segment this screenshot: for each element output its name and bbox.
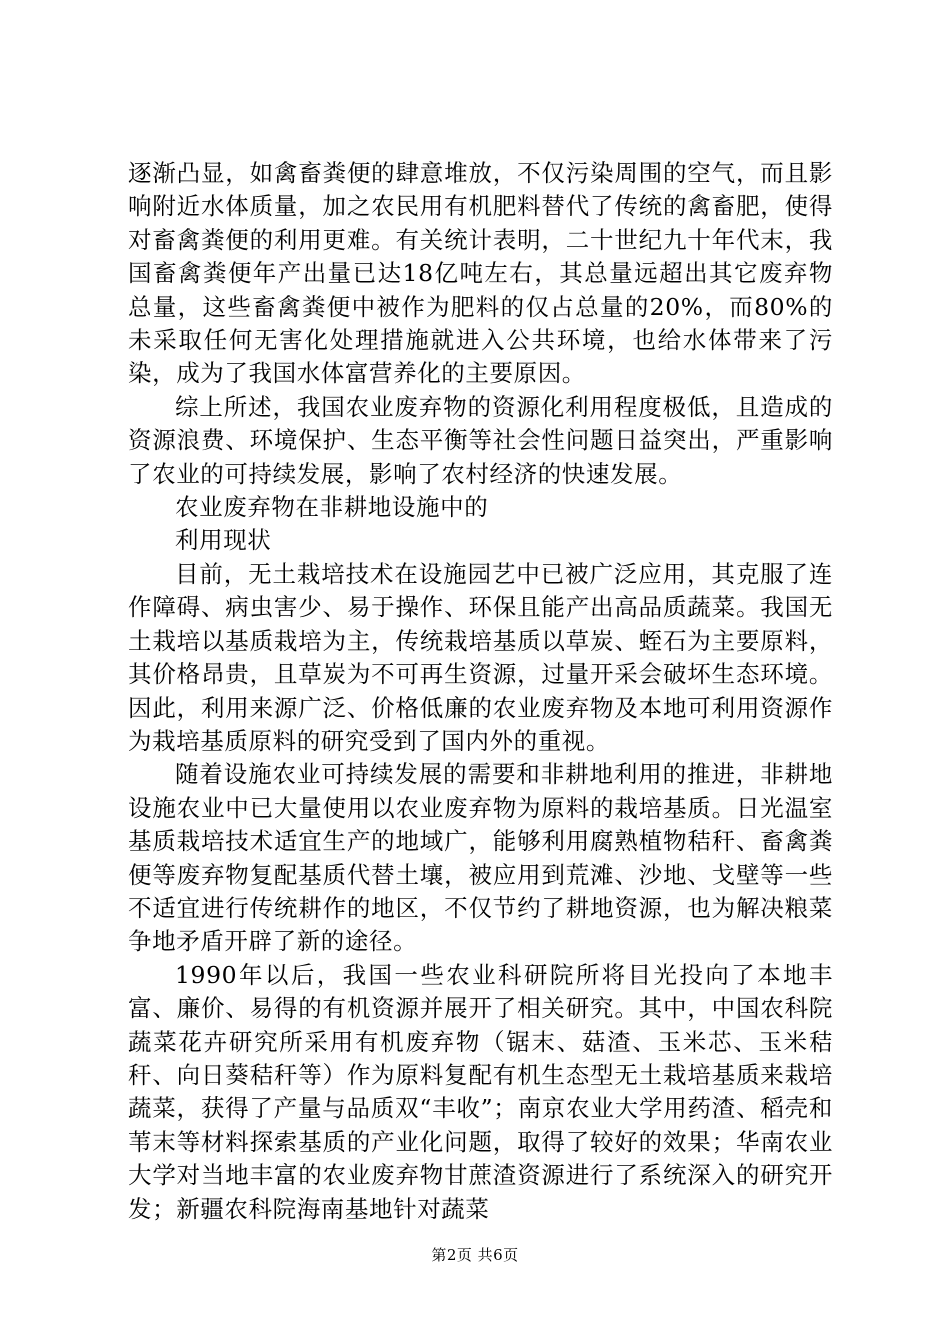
paragraph-summary: 综上所述，我国农业废弃物的资源化利用程度极低，且造成的资源浪费、环境保护、生态平衡等社会性问题日益突出，严重影响了农业的可持续发展，影响了农村经济的快速发展。 <box>128 392 833 488</box>
paragraph-non-arable-facilities: 随着设施农业可持续发展的需要和非耕地利用的推进，非耕地设施农业中已大量使用以农业废弃物为原料的栽培基质。日光温室基质栽培技术适宜生产的地域广，能够利用腐熟植物秸秆、畜禽粪便等废弃物复配基质代替土壤，被应用到荒滩、沙地、戈壁等一些不适宜进行传统耕作的地区，不仅节约了耕地资源，也为解决粮菜争地矛盾开辟了新的途径。 <box>128 760 833 956</box>
paragraph-research-since-1990: 1990年以后，我国一些农业科研院所将目光投向了本地丰富、廉价、易得的有机资源并展开了相关研究。其中，中国农科院蔬菜花卉研究所采用有机废弃物（锯末、菇渣、玉米芯、玉米秸秆、向日葵秸秆等）作为原料复配有机生态型无土栽培基质来栽培蔬菜，获得了产量与品质双“丰收”；南京农业大学用药渣、稻壳和苇末等材料探索基质的产业化问题，取得了较好的效果；华南农业大学对当地丰富的农业废弃物甘蔗渣资源进行了系统深入的研究开发；新疆农科院海南基地针对蔬菜 <box>128 960 833 1223</box>
section-heading-line-1: 农业废弃物在非耕地设施中的 <box>175 493 489 522</box>
page-number-footer: 第2页 共6页 <box>431 1246 519 1264</box>
document-body <box>128 157 833 1226</box>
paragraph-continued-livestock-manure: 逐渐凸显，如禽畜粪便的肆意堆放，不仅污染周围的空气，而且影响附近水体质量，加之农民用有机肥料替代了传统的禽畜肥，使得对畜禽粪便的利用更难。有关统计表明，二十世纪九十年代末，我国畜禽粪便年产出量已达18亿吨左右，其总量远超出其它废弃物总量，这些畜禽粪便中被作为肥料的仅占总量的20%，而80%的未采取任何无害化处理措施就进入公共环境，也给水体带来了污染，成为了我国水体富营养化的主要原因。 <box>128 159 833 388</box>
paragraph-soilless-cultivation: 目前，无土栽培技术在设施园艺中已被广泛应用，其克服了连作障碍、病虫害少、易于操作、环保且能产出高品质蔬菜。我国无土栽培以基质栽培为主，传统栽培基质以草炭、蛭石为主要原料，其价格昂贵，且草炭为不可再生资源，过量开采会破坏生态环境。因此，利用来源广泛、价格低廉的农业废弃物及本地可利用资源作为栽培基质原料的研究受到了国内外的重视。 <box>128 559 833 755</box>
section-heading-line-2: 利用现状 <box>175 526 272 555</box>
